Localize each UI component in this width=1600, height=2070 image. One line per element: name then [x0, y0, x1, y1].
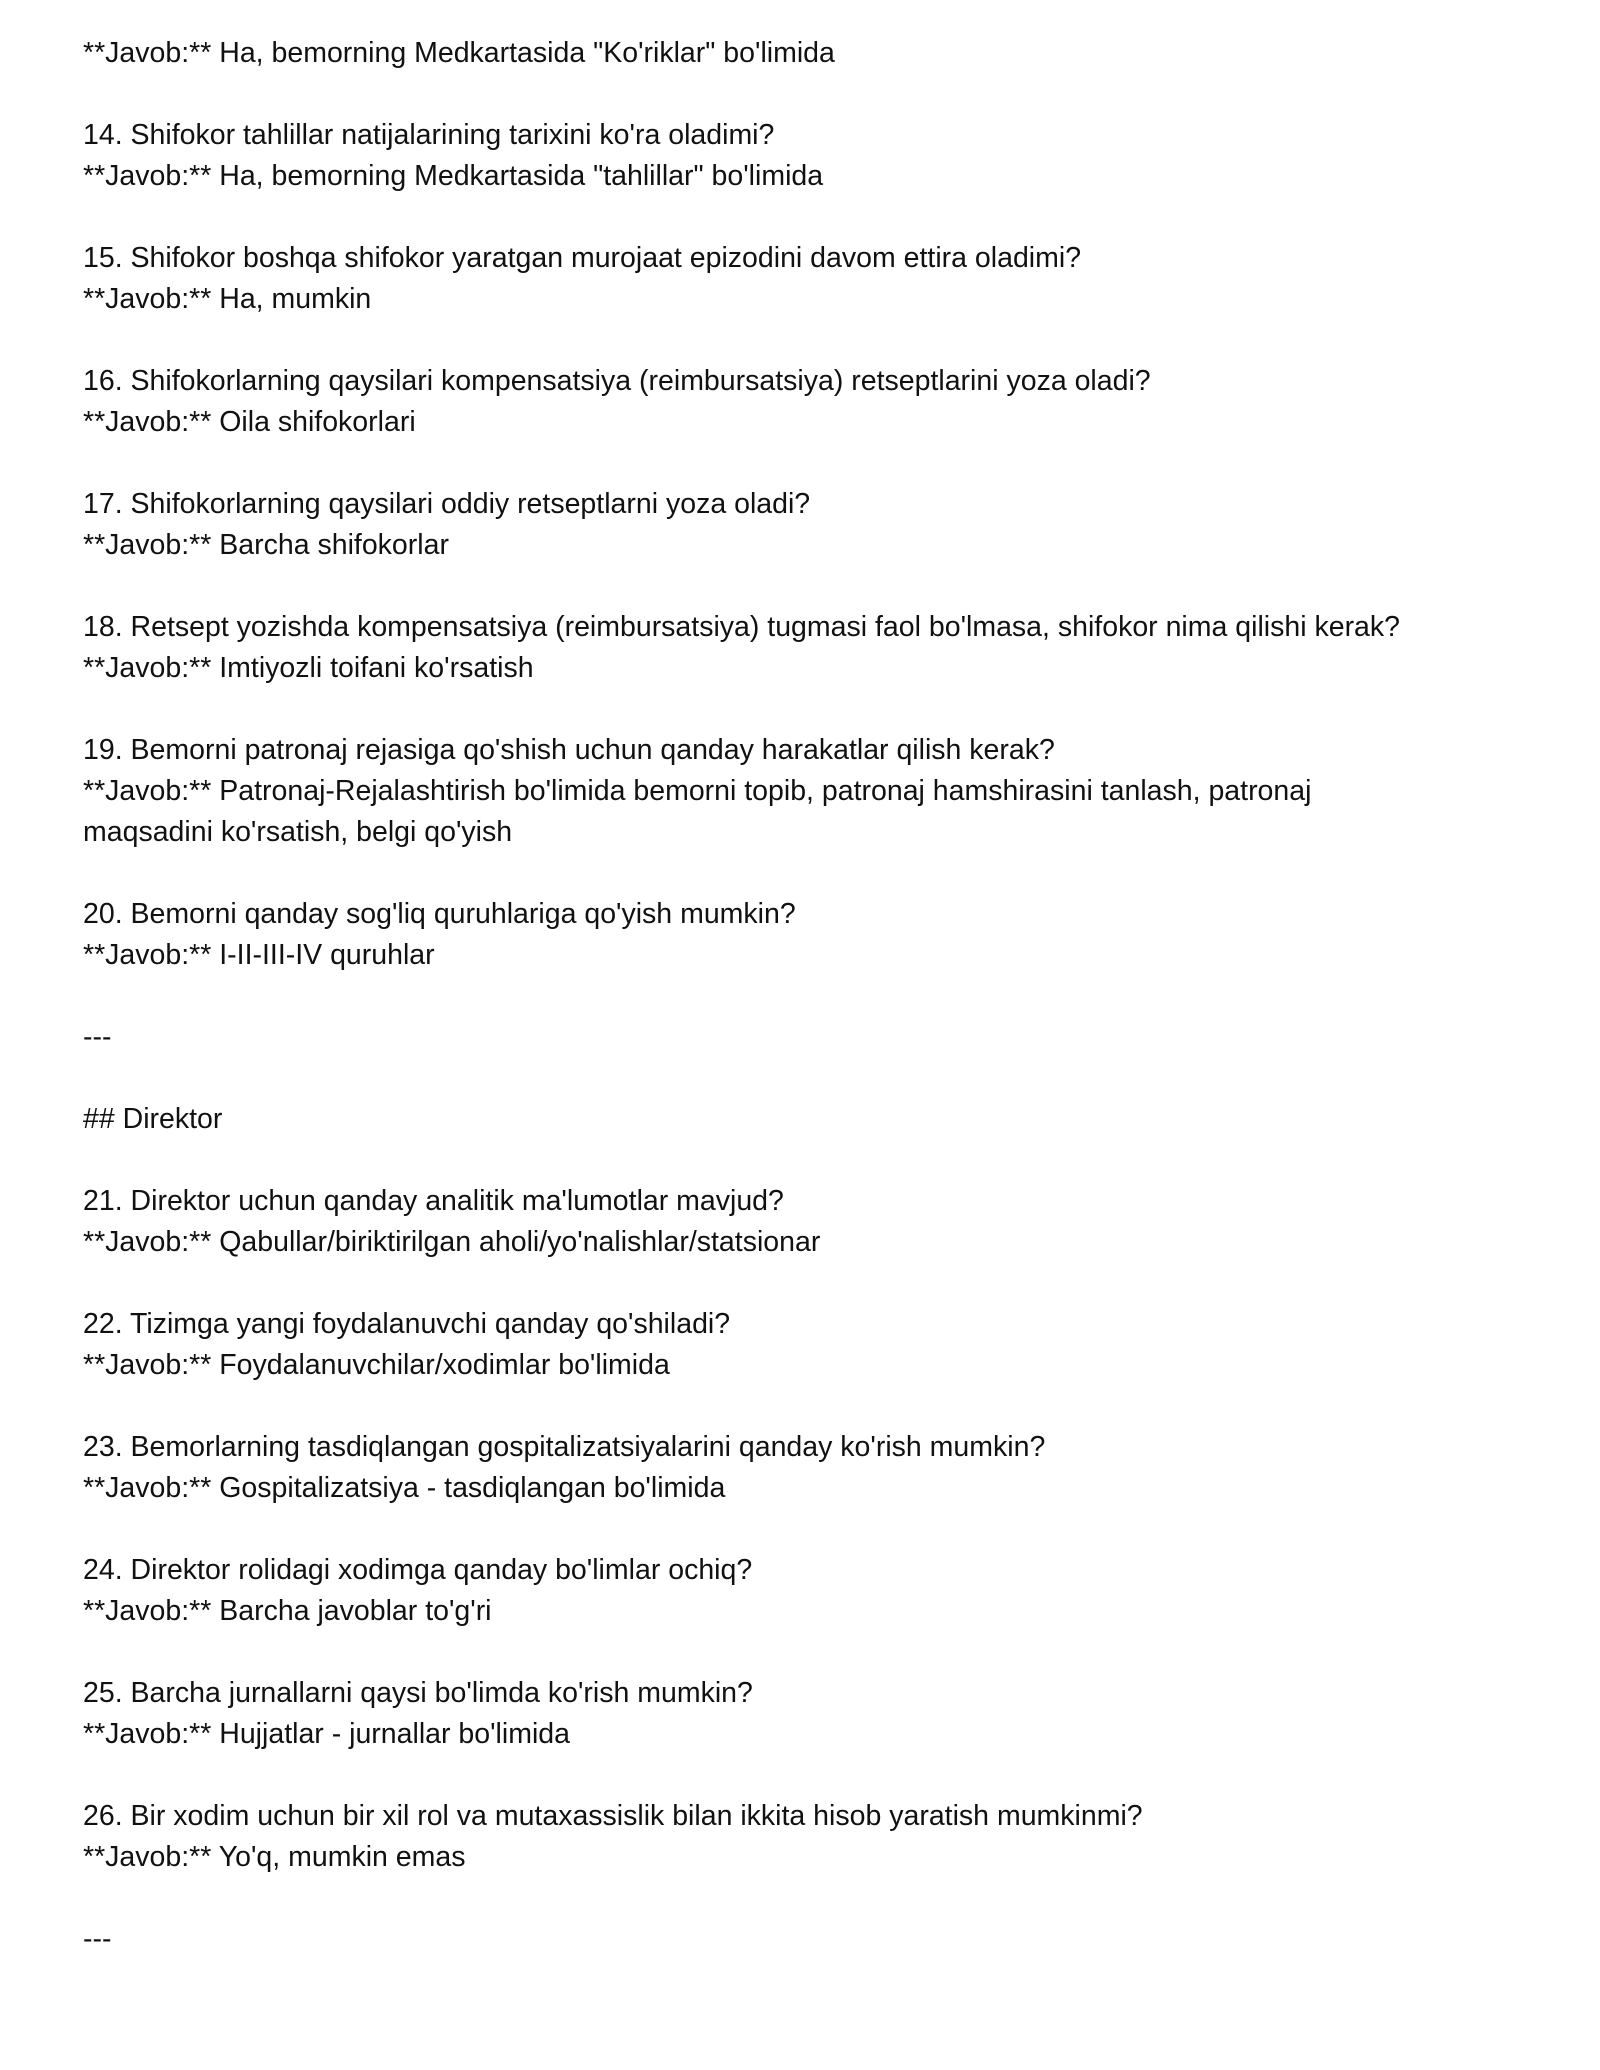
qa-item-14 [83, 115, 1543, 197]
answer-text: **Javob:** I-II-III-IV quruhlar [83, 939, 435, 971]
blank-line [83, 197, 1543, 238]
question-text: 24. Direktor rolidagi xodimga qanday bo'limlar ochiq? [83, 1554, 753, 1586]
question-text: 25. Barcha jurnallarni qaysi bo'limda ko'rish mumkin? [83, 1677, 753, 1709]
answer-text: **Javob:** Gospitalizatsiya - tasdiqlangan bo'limida [83, 1472, 726, 1504]
qa-item-21 [83, 1181, 1543, 1263]
blank-line [83, 320, 1543, 361]
qa-item-23 [83, 1427, 1543, 1509]
question-text: 26. Bir xodim uchun bir xil rol va mutaxassislik bilan ikkita hisob yaratish mumkinmi? [83, 1800, 1143, 1832]
answer-text: **Javob:** Ha, bemorning Medkartasida "tahlillar" bo'limida [83, 160, 824, 192]
blank-line [83, 1878, 1543, 1919]
answer-text: **Javob:** Qabullar/biriktirilgan aholi/yo'nalishlar/statsionar [83, 1226, 821, 1258]
answer-text: **Javob:** Foydalanuvchilar/xodimlar bo'limida [83, 1349, 670, 1381]
question-text: 22. Tizimga yangi foydalanuvchi qanday qo'shiladi? [83, 1308, 731, 1340]
blank-line [83, 443, 1543, 484]
qa-item-25 [83, 1673, 1543, 1755]
blank-line [83, 976, 1543, 1017]
blank-line [83, 1632, 1543, 1673]
blank-line [83, 689, 1543, 730]
qa-item-19 [83, 730, 1543, 853]
blank-line [83, 566, 1543, 607]
answer-text: **Javob:** Imtiyozli toifani ko'rsatish [83, 652, 534, 684]
qa-item-22 [83, 1304, 1543, 1386]
qa-item-20 [83, 894, 1543, 976]
qa-item-16 [83, 361, 1543, 443]
answer-text: **Javob:** Oila shifokorlari [83, 406, 416, 438]
question-text: 18. Retsept yozishda kompensatsiya (reimbursatsiya) tugmasi faol bo'lmasa, shifokor nima qilishi kerak? [83, 611, 1401, 643]
answer-text: **Javob:** Hujjatlar - jurnallar bo'limida [83, 1718, 570, 1750]
qa-item-15 [83, 238, 1543, 320]
answer-text: **Javob:** Ha, bemorning Medkartasida "Ko'riklar" bo'limida [83, 37, 835, 69]
section-separator: --- [83, 1021, 112, 1053]
question-text: 20. Bemorni qanday sog'liq quruhlariga qo'yish mumkin? [83, 898, 796, 930]
section-separator: --- [83, 1923, 112, 1955]
blank-line [83, 74, 1543, 115]
answer-text: **Javob:** Patronaj-Rejalashtirish bo'limida bemorni topib, patronaj hamshirasini tanlash, patronaj [83, 775, 1312, 807]
question-text: 14. Shifokor tahlillar natijalarining tarixini ko'ra oladimi? [83, 119, 775, 151]
qa-item-18 [83, 607, 1543, 689]
document-page [83, 33, 1543, 1960]
answer-text: **Javob:** Barcha javoblar to'g'ri [83, 1595, 492, 1627]
answer-text: **Javob:** Ha, mumkin [83, 283, 372, 315]
blank-line [83, 853, 1543, 894]
answer-text: **Javob:** Barcha shifokorlar [83, 529, 449, 561]
question-text: 19. Bemorni patronaj rejasiga qo'shish uchun qanday harakatlar qilish kerak? [83, 734, 1055, 766]
blank-line [83, 1509, 1543, 1550]
blank-line [83, 1755, 1543, 1796]
qa-item-17 [83, 484, 1543, 566]
question-text: 23. Bemorlarning tasdiqlangan gospitalizatsiyalarini qanday ko'rish mumkin? [83, 1431, 1046, 1463]
section-heading: ## Direktor [83, 1103, 223, 1135]
answer-text: **Javob:** Yo'q, mumkin emas [83, 1841, 466, 1873]
question-text: 16. Shifokorlarning qaysilari kompensatsiya (reimbursatsiya) retseptlarini yoza oladi? [83, 365, 1151, 397]
qa-item-24 [83, 1550, 1543, 1632]
qa-item-26 [83, 1796, 1543, 1878]
question-text: 21. Direktor uchun qanday analitik ma'lumotlar mavjud? [83, 1185, 784, 1217]
answer-text-continued: maqsadini ko'rsatish, belgi qo'yish [83, 816, 513, 848]
blank-line [83, 1386, 1543, 1427]
question-text: 15. Shifokor boshqa shifokor yaratgan murojaat epizodini davom ettira oladimi? [83, 242, 1082, 274]
blank-line [83, 1140, 1543, 1181]
question-text: 17. Shifokorlarning qaysilari oddiy retseptlarni yoza oladi? [83, 488, 811, 520]
blank-line [83, 1058, 1543, 1099]
blank-line [83, 1263, 1543, 1304]
